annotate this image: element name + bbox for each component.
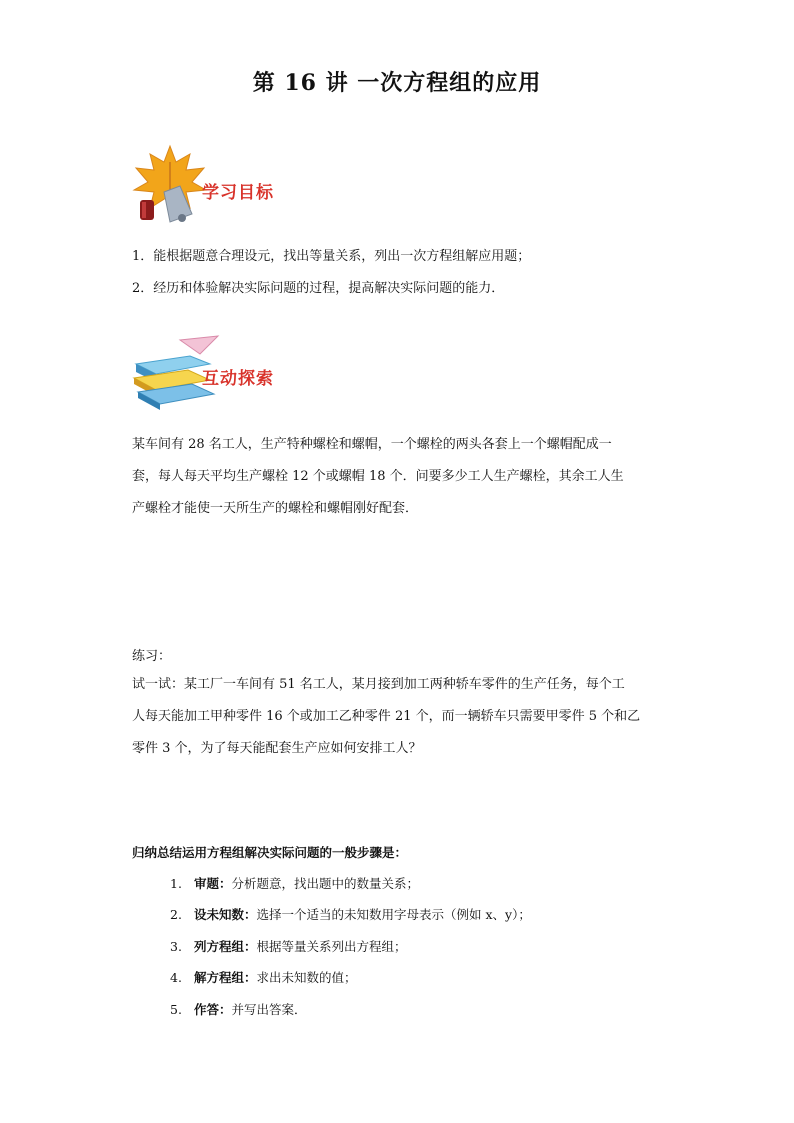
- summary-title: 归纳总结运用方程组解决实际问题的一般步骤是：: [132, 845, 408, 860]
- practice-line-2: 人每天能加工甲种零件 16 个或加工乙种零件 21 个，而一辆轿车只需要甲零件 5 个和乙: [132, 709, 641, 724]
- step-number: 5.: [170, 1002, 182, 1017]
- step-text: 并写出答案．: [231, 1002, 307, 1017]
- step-term: 作答：: [193, 1002, 232, 1017]
- explore-line-2: 套，每人每天平均生产螺栓 12 个或螺帽 18 个．问要多少工人生产螺栓，其余工人生: [132, 469, 624, 484]
- step-text: 选择一个适当的未知数用字母表示（例如 x、y）；: [256, 907, 531, 922]
- maple-leaf-bell-icon: [130, 142, 210, 226]
- objective-2: 2．经历和体验解决实际问题的过程，提高解决实际问题的能力．: [132, 281, 505, 296]
- explore-line-3: 产螺栓才能使一天所生产的螺栓和螺帽刚好配套．: [132, 501, 419, 516]
- practice-label: 练习：: [132, 649, 172, 664]
- explore-label: 互动探索: [202, 369, 274, 389]
- step-text: 求出未知数的值；: [256, 970, 357, 985]
- step-number: 4.: [170, 970, 182, 985]
- summary-step: [170, 1000, 307, 1018]
- objectives-label: 学习目标: [202, 183, 274, 203]
- page-title: 第 16 讲 一次方程组的应用: [252, 70, 542, 96]
- summary-step: [170, 937, 407, 955]
- explore-line-1: 某车间有 28 名工人，生产特种螺栓和螺帽，一个螺栓的两头各套上一个螺帽配成一: [132, 437, 612, 452]
- practice-line-1: 试一试：某工厂一车间有 51 名工人，某月接到加工两种轿车零件的生产任务，每个工: [132, 677, 625, 692]
- step-text: 根据等量关系列出方程组；: [256, 939, 407, 954]
- step-number: 2.: [170, 907, 182, 922]
- objective-1: 1．能根据题意合理设元，找出等量关系，列出一次方程组解应用题；: [132, 249, 531, 264]
- step-term: 列方程组：: [193, 939, 257, 954]
- objectives-banner: [130, 142, 330, 222]
- step-term: 解方程组：: [193, 970, 257, 985]
- practice-line-3: 零件 3 个，为了每天能配套生产应如何安排工人？: [132, 741, 422, 756]
- step-number: 3.: [170, 939, 182, 954]
- step-text: 分析题意，找出题中的数量关系；: [231, 876, 420, 891]
- step-number: 1.: [170, 876, 182, 891]
- explore-banner: [130, 334, 330, 414]
- step-term: 审题：: [193, 876, 232, 891]
- summary-step: [170, 968, 357, 986]
- step-term: 设未知数：: [193, 907, 257, 922]
- summary-step: [170, 905, 531, 923]
- summary-step: [170, 874, 419, 892]
